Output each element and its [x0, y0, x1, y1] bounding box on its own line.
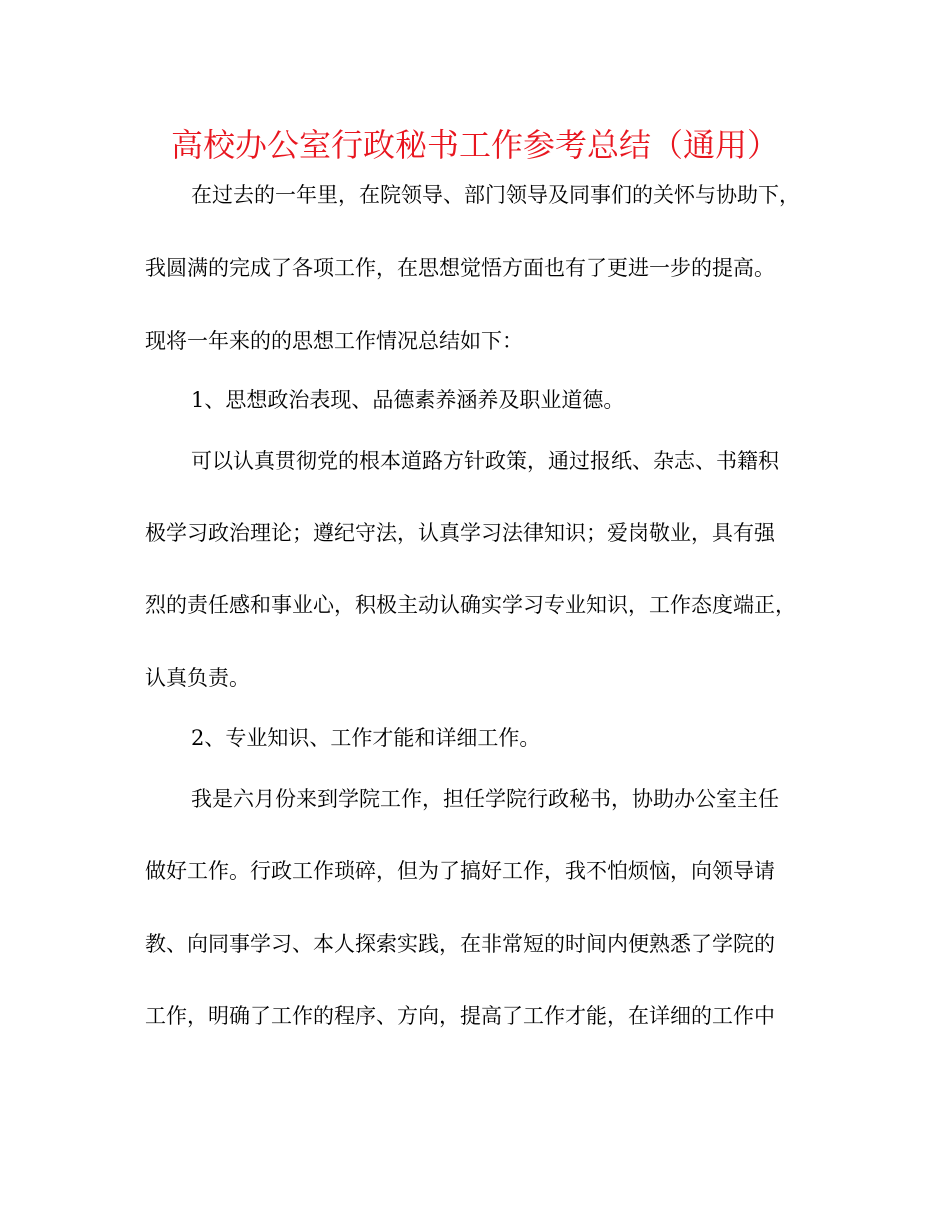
paragraph-line: 我是六月份来到学院工作，担任学院行政秘书，协助办公室主任 — [191, 787, 779, 811]
paragraph-line: 1、思想政治表现、品德素养涵养及职业道德。 — [191, 388, 625, 412]
document-title: 高校办公室行政秘书工作参考总结（通用） — [170, 126, 779, 164]
paragraph-line: 我圆满的完成了各项工作，在思想觉悟方面也有了更进一步的提高。 — [145, 256, 775, 280]
paragraph-line: 教、向同事学习、本人探索实践，在非常短的时间内便熟悉了学院的 — [145, 932, 775, 956]
paragraph-line: 可以认真贯彻党的根本道路方针政策，通过报纸、杂志、书籍积 — [191, 449, 779, 473]
paragraph-line: 烈的责任感和事业心，积极主动认确实学习专业知识，工作态度端正， — [145, 593, 796, 617]
paragraph-line: 在过去的一年里，在院领导、部门领导及同事们的关怀与协助下， — [191, 183, 800, 207]
paragraph-line: 2、专业知识、工作才能和详细工作。 — [191, 726, 541, 750]
paragraph-line: 极学习政治理论；遵纪守法，认真学习法律知识；爱岗敬业，具有强 — [145, 521, 775, 545]
paragraph-line: 做好工作。行政工作琐碎，但为了搞好工作，我不怕烦恼，向领导请 — [145, 859, 775, 883]
paragraph-line: 认真负责。 — [145, 666, 250, 690]
paragraph-line: 现将一年来的的思想工作情况总结如下： — [145, 329, 523, 353]
paragraph-line: 工作，明确了工作的程序、方向，提高了工作才能，在详细的工作中 — [145, 1004, 775, 1028]
